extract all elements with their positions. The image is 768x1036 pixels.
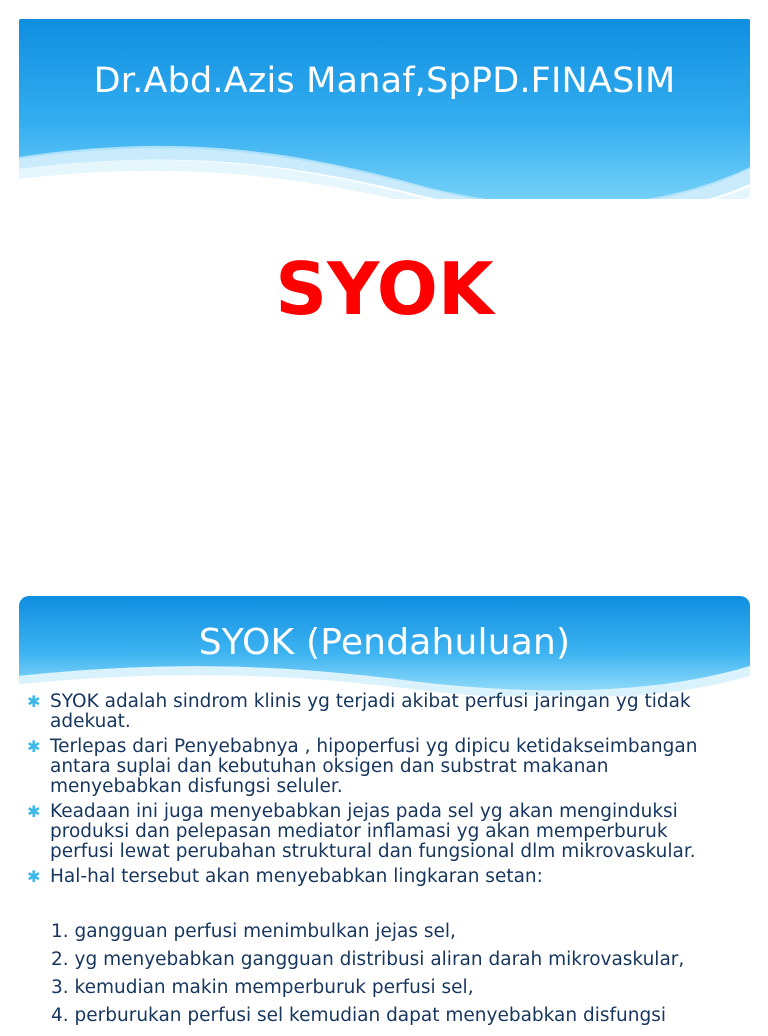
asterisk-bullet-icon: ✱ (27, 802, 41, 821)
asterisk-bullet-icon: ✱ (27, 692, 41, 711)
list-item: ✱ Keadaan ini juga menyebabkan jejas pada sel yg akan menginduksi produksi dan pelepasan mediator inflamasi yg akan memperburuk perfusi lewat perubahan struktural dan fungsional dlm mikrovaskular. (27, 801, 696, 862)
list-item: ✱ Terlepas dari Penyebabnya , hipoperfusi yg dipicu ketidakseimbangan antara suplai dan kebutuhan oksigen dan substrat makanan menyebabkan disfungsi seluler. (27, 736, 698, 797)
wave-header-background (19, 19, 750, 199)
asterisk-bullet-icon: ✱ (27, 867, 41, 886)
title-slide (19, 19, 750, 559)
asterisk-bullet-icon: ✱ (27, 737, 41, 756)
slide-title: SYOK (Pendahuluan) (198, 622, 571, 663)
author-name: Dr.Abd.Azis Manaf,SpPD.FINASIM (93, 61, 676, 101)
list-item: 1. gangguan perfusi menimbulkan jejas sel, (51, 921, 456, 942)
list-item: 2. yg menyebabkan gangguan distribusi aliran darah mikrovaskular, (51, 949, 685, 970)
intro-slide (19, 596, 750, 1036)
list-item: 4. perburukan perfusi sel kemudian dapat menyebabkan disfungsi (51, 1005, 666, 1026)
list-item: ✱ SYOK adalah sindrom klinis yg terjadi akibat perfusi jaringan yg tidak adekuat. (27, 691, 691, 732)
numbered-list (51, 918, 750, 1030)
bullet-list (27, 692, 747, 892)
list-item: ✱ Hal-hal tersebut akan menyebabkan lingkaran setan: (27, 866, 543, 887)
slide-main-title: SYOK (275, 247, 494, 331)
list-item: 3. kemudian makin memperburuk perfusi sel, (51, 977, 474, 998)
